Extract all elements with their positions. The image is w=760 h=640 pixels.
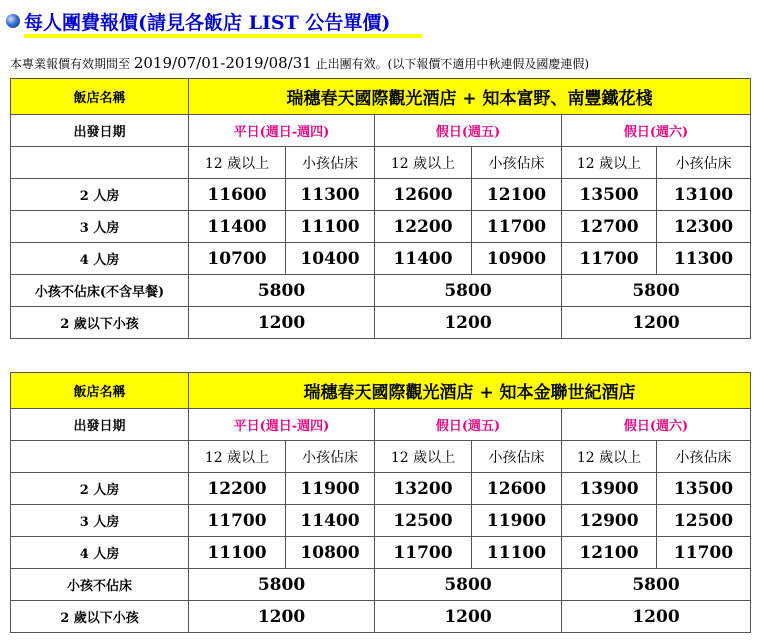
- price-cell: 12600: [375, 179, 472, 211]
- room-row-4: [11, 537, 751, 569]
- price-cell: 11100: [472, 537, 562, 569]
- age-header: 小孩佔床: [286, 441, 375, 473]
- day-header-friday: 假日(週五): [375, 409, 562, 441]
- note-suffix: 止出團有效。(以下報價不適用中秋連假及國慶連假): [315, 57, 590, 71]
- room-label: 3 人房: [11, 505, 189, 537]
- age-header: 小孩佔床: [286, 147, 375, 179]
- price-cell: 5800: [375, 275, 562, 307]
- room-row-2: [11, 179, 751, 211]
- price-cell: 12100: [562, 537, 657, 569]
- page-title: 每人團費報價(請見各飯店 LIST 公告單價): [24, 11, 391, 34]
- price-cell: 11400: [286, 505, 375, 537]
- price-cell: 13900: [562, 473, 657, 505]
- age-header: 12 歲以上: [189, 441, 286, 473]
- price-cell: 1200: [375, 307, 562, 339]
- age-header: 12 歲以上: [375, 147, 472, 179]
- price-cell: 12100: [472, 179, 562, 211]
- extra-row-child-no-bed: [11, 569, 751, 601]
- price-cell: 12200: [375, 211, 472, 243]
- price-cell: 11700: [189, 505, 286, 537]
- room-row-2: [11, 473, 751, 505]
- price-cell: 11700: [472, 211, 562, 243]
- hotel-name: 瑞穗春天國際觀光酒店 + 知本金聯世紀酒店: [189, 373, 751, 409]
- price-cell: 1200: [189, 601, 375, 633]
- price-cell: 12200: [189, 473, 286, 505]
- price-cell: 5800: [562, 275, 751, 307]
- age-header: 12 歲以上: [189, 147, 286, 179]
- age-row: [11, 147, 751, 179]
- price-cell: 12600: [472, 473, 562, 505]
- price-cell: 11900: [472, 505, 562, 537]
- extra-label: 2 歲以下小孩: [11, 601, 189, 633]
- price-cell: 11100: [286, 211, 375, 243]
- price-cell: 1200: [562, 601, 751, 633]
- price-cell: 5800: [562, 569, 751, 601]
- price-cell: 1200: [189, 307, 375, 339]
- price-cell: 12500: [657, 505, 751, 537]
- price-cell: 11400: [375, 243, 472, 275]
- room-label: 3 人房: [11, 211, 189, 243]
- price-table-1: [10, 78, 751, 339]
- price-cell: 11300: [657, 243, 751, 275]
- extra-row-infant: [11, 307, 751, 339]
- age-header: 小孩佔床: [472, 441, 562, 473]
- price-cell: 11700: [657, 537, 751, 569]
- validity-note: [10, 54, 589, 72]
- age-row-label: [11, 441, 189, 473]
- date-label: 出發日期: [11, 409, 189, 441]
- hotel-label: 飯店名稱: [11, 79, 189, 115]
- room-row-3: [11, 211, 751, 243]
- date-row: [11, 409, 751, 441]
- price-cell: 11600: [189, 179, 286, 211]
- price-cell: 12900: [562, 505, 657, 537]
- title-underline: [24, 34, 422, 38]
- age-header: 12 歲以上: [562, 441, 657, 473]
- age-row: [11, 441, 751, 473]
- room-label: 4 人房: [11, 537, 189, 569]
- price-cell: 5800: [189, 569, 375, 601]
- price-cell: 11700: [562, 243, 657, 275]
- price-cell: 13500: [657, 473, 751, 505]
- age-header: 小孩佔床: [657, 441, 751, 473]
- room-label: 2 人房: [11, 179, 189, 211]
- price-cell: 10400: [286, 243, 375, 275]
- hotel-name: 瑞穗春天國際觀光酒店 + 知本富野、南豐鐵花棧: [189, 79, 751, 115]
- extra-label: 小孩不佔床: [11, 569, 189, 601]
- price-cell: 1200: [375, 601, 562, 633]
- globe-bullet-icon: [6, 14, 20, 28]
- date-row: [11, 115, 751, 147]
- day-header-weekday: 平日(週日-週四): [189, 115, 375, 147]
- price-cell: 1200: [562, 307, 751, 339]
- room-row-4: [11, 243, 751, 275]
- age-row-label: [11, 147, 189, 179]
- extra-label: 2 歲以下小孩: [11, 307, 189, 339]
- price-cell: 12500: [375, 505, 472, 537]
- hotel-row: [11, 373, 751, 409]
- note-period: 2019/07/01-2019/08/31: [133, 54, 312, 72]
- price-cell: 11400: [189, 211, 286, 243]
- price-cell: 5800: [189, 275, 375, 307]
- price-cell: 10800: [286, 537, 375, 569]
- price-cell: 12300: [657, 211, 751, 243]
- day-header-saturday: 假日(週六): [562, 115, 751, 147]
- age-header: 小孩佔床: [472, 147, 562, 179]
- page-header: [6, 8, 390, 34]
- price-cell: 13200: [375, 473, 472, 505]
- hotel-row: [11, 79, 751, 115]
- age-header: 小孩佔床: [657, 147, 751, 179]
- price-cell: 12700: [562, 211, 657, 243]
- price-cell: 11900: [286, 473, 375, 505]
- date-label: 出發日期: [11, 115, 189, 147]
- day-header-saturday: 假日(週六): [562, 409, 751, 441]
- room-label: 2 人房: [11, 473, 189, 505]
- note-prefix: 本專業報價有效期間至: [10, 57, 131, 71]
- extra-row-infant: [11, 601, 751, 633]
- day-header-friday: 假日(週五): [375, 115, 562, 147]
- price-cell: 5800: [375, 569, 562, 601]
- age-header: 12 歲以上: [562, 147, 657, 179]
- price-table-2: [10, 372, 751, 633]
- price-cell: 11700: [375, 537, 472, 569]
- price-cell: 11100: [189, 537, 286, 569]
- day-header-weekday: 平日(週日-週四): [189, 409, 375, 441]
- extra-row-child-no-bed: [11, 275, 751, 307]
- age-header: 12 歲以上: [375, 441, 472, 473]
- hotel-label: 飯店名稱: [11, 373, 189, 409]
- room-row-3: [11, 505, 751, 537]
- price-cell: 11300: [286, 179, 375, 211]
- price-cell: 13500: [562, 179, 657, 211]
- room-label: 4 人房: [11, 243, 189, 275]
- extra-label: 小孩不佔床(不含早餐): [11, 275, 189, 307]
- price-cell: 13100: [657, 179, 751, 211]
- price-cell: 10900: [472, 243, 562, 275]
- price-cell: 10700: [189, 243, 286, 275]
